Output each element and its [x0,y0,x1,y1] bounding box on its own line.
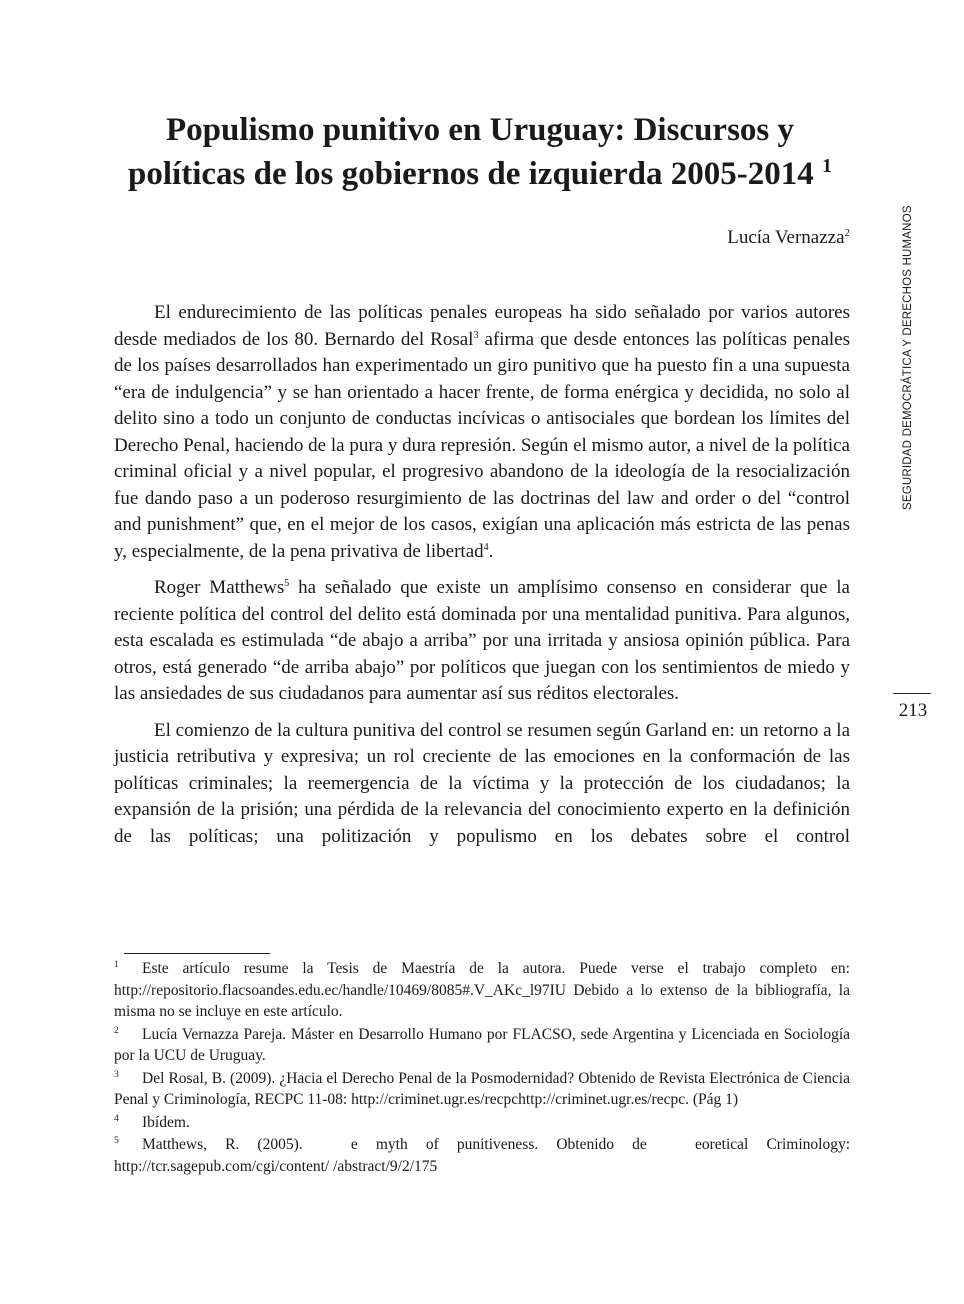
footnote-ref-4: 4 [483,541,489,553]
footnote-text: Lucía Vernazza Pareja. Máster en Desarrollo Humano por FLACSO, sede Argentina y Licenciada en Sociología por la UCU de Uruguay. [114,1025,850,1064]
footnote-text: Matthews, R. (2005).   e myth of punitiveness. Obtenido de   eoretical Criminology: http://tcr.sagepub.com/cgi/content/ /abstract/9/2/175 [114,1136,850,1175]
author-footnote-marker: 2 [844,227,850,239]
paragraph-1-text-b: afirma que desde entonces las políticas penales de los países desarrollados han experimentado un giro punitivo que ha puesto fin a una supuesta “era de indulgencia” y se han orientado a hacer frente, de forma enérgica y decidida, no solo al delito sino a todo un conjunto de conductas incívicas o antisociales que bordean los límites del Derecho Penal, haciendo de la pura y dura represión. Según el mismo autor, a nivel de la política criminal oficial y a nivel popular, el progresivo abandono de la ideología de la resocialización fue dando paso a un poderoso resurgimiento de las doctrinas del law and order o del “control and punishment” que, en el mejor de los casos, exigían una aplicación más estricta de las penas y, especialmente, de la pena privativa de libertad [114,328,851,562]
article-title [110,108,850,196]
page-number: 213 [898,700,928,721]
page-number-rule [893,693,931,694]
paragraph-1-text-c: . [488,540,494,562]
title-line-2: políticas de los gobiernos de izquierda 2005-2014 [128,156,814,192]
footnote-5: 5 Matthews, R. (2005).   e myth of punitiveness. Obtenido de   eoretical Criminology: http://tcr.sagepub.com/cgi/content/ /abstract/9/2/175 [114,1136,850,1175]
running-title: SEGURIDAD DEMOCRÁTICA Y DERECHOS HUMANOS [902,205,914,510]
title-footnote-marker: 1 [821,155,832,177]
title-line-1: Populismo punitivo en Uruguay: Discursos y [165,112,794,148]
footnote-separator [124,953,270,954]
footnote-ref-3: 3 [473,329,479,341]
footnote-4: 4 Ibídem. [114,1113,190,1131]
footnote-1: 1 Este artículo resume la Tesis de Maestría de la autora. Puede verse el trabajo completo en: http://repositorio.flacsoandes.edu.ec/handle/10469/8085#.V_AKc_l97IU Debido a lo extenso de la bibliografía, la misma no se incluye en este artículo. [114,960,850,1020]
paragraph-2 [114,575,850,708]
footnote-3: 3 Del Rosal, B. (2009). ¿Hacia el Derecho Penal de la Posmodernidad? Obtenido de Revista Electrónica de Ciencia Penal y Criminología, RECPC 11-08: http://criminet.ugr.es/recpchttp://criminet.ugr.es/recpc. (Pág 1) [114,1069,850,1108]
footnotes [114,958,850,1178]
paragraph-3: El comienzo de la cultura punitiva del control se resumen según Garland en: un retorno a la justicia retributiva y expresiva; un rol creciente de las emociones en la conformación de las políticas criminales; la reemergencia de la víctima y la protección de los ciudadanos; la expansión de la prisión; una pérdida de la relevancia del conocimiento experto en la definición de las políticas; una politización y populismo en los debates sobre el control [114,719,850,847]
footnote-text: Del Rosal, B. (2009). ¿Hacia el Derecho Penal de la Posmodernidad? Obtenido de Revista Electrónica de Ciencia Penal y Criminología, RECPC 11-08: http://criminet.ugr.es/recpchttp://criminet.ugr.es/recpc. (Pág 1) [114,1069,850,1108]
paragraph-2-text-b: ha señalado que existe un amplísimo consenso en considerar que la reciente política del control del delito está dominada por una mentalidad punitiva. Para algunos, esta escalada es estimulada “de abajo a arriba” por una irritada y ansiosa opinión pública. Para otros, está generado “de arriba abajo” por políticos que juegan con los sentimientos de miedo y las ansiedades de sus ciudadanos para aumentar así sus réditos electorales. [114,577,850,704]
paragraph-2-text-a: Roger Matthews [154,577,285,598]
paragraph-1-text-a: El endurecimiento de las políticas penales europeas ha sido señalado por varios autores desde mediados de los 80. Bernardo del Rosal [114,302,850,350]
article-body [114,300,850,850]
footnote-ref-5: 5 [284,578,290,589]
footnote-2: 2 Lucía Vernazza Pareja. Máster en Desarrollo Humano por FLACSO, sede Argentina y Licenciada en Sociología por la UCU de Uruguay. [114,1025,850,1064]
footnote-text: Este artículo resume la Tesis de Maestría de la autora. Puede verse el trabajo completo en: http://repositorio.flacsoandes.edu.ec/handle/10469/8085#.V_AKc_l97IU Debido a lo extenso de la bibliografía, la misma no se incluye en este artículo. [114,960,850,1020]
footnote-text: Ibídem. [142,1113,190,1131]
author-name: Lucía Vernazza [727,227,845,248]
paragraph-1 [114,300,850,565]
author-byline [727,226,850,250]
